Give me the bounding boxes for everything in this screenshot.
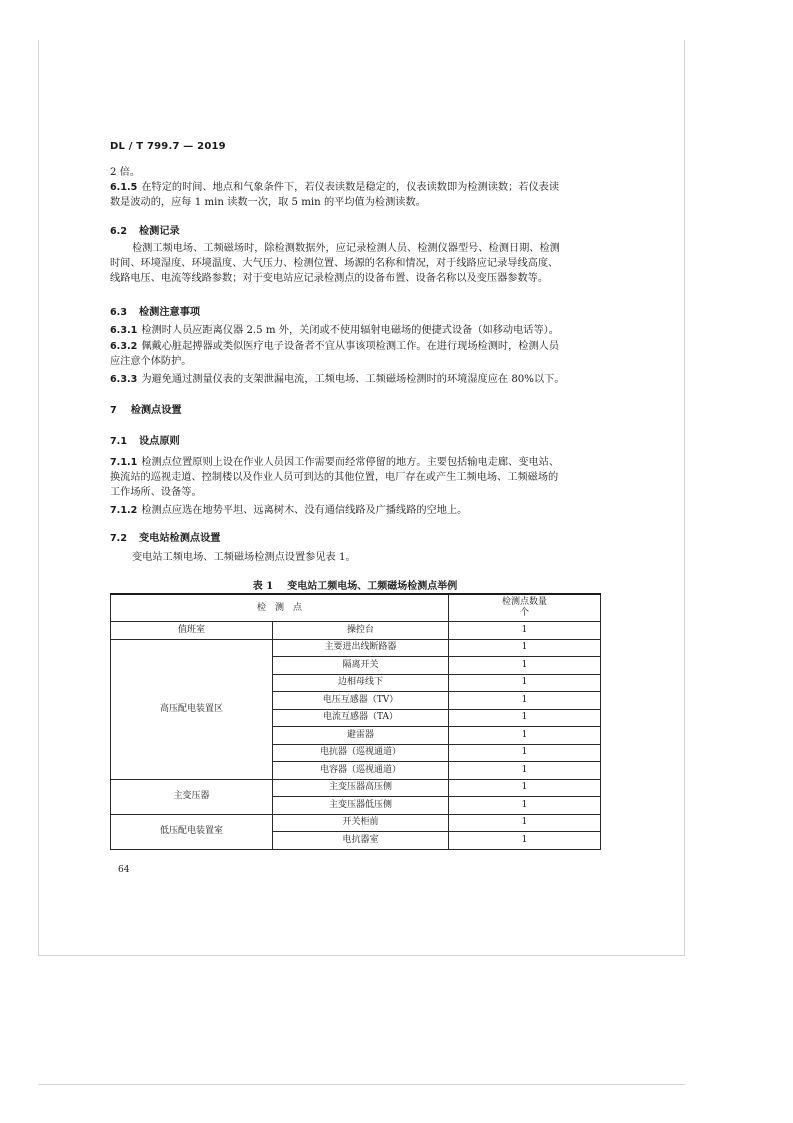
section-6-3-heading [110,303,200,318]
clause-number: 6.3.1 [110,325,138,336]
point-cell: 操控台 [273,622,449,640]
section-title: 检测注意事项 [139,306,201,318]
section-title: 检测记录 [139,225,180,237]
clause-number: 6.3.3 [110,374,138,385]
clause-text: 检测时人员应距离仪器 2.5 m 外，关闭或不使用辐射电磁场的便捷式设备（如移动电话等）。 [141,325,559,336]
count-cell: 1 [449,657,601,675]
page-frame-left [38,40,39,956]
point-cell: 电流互感器（TA） [273,709,449,727]
clause-7-1-1 [110,455,600,500]
body-line: 检测工频电场、工频磁场时，除检测数据外，应记录检测人员、检测仪器型号、检测日期、检测 [132,243,560,254]
section-7-heading [110,401,182,416]
clause-text: 检测点应选在地势平坦、远离树木、没有通信线路及广播线路的空地上。 [141,505,468,516]
clause-text: 为避免通过测量仪表的支架泄漏电流，工频电场、工频磁场检测时的环境湿度应在 80%以下。 [141,374,565,385]
section-number: 7 [110,405,117,416]
count-cell: 1 [449,832,601,850]
point-cell: 电抗器室 [273,832,449,850]
count-cell: 1 [449,639,601,657]
count-cell: 1 [449,744,601,762]
table-header-row [111,594,601,622]
detection-points-table [110,593,601,850]
continued-line: 2 倍。 [110,167,141,178]
section-7-2-body [110,550,600,565]
count-cell: 1 [449,709,601,727]
point-cell: 主变压器低压侧 [273,797,449,815]
area-cell: 低压配电装置室 [111,814,273,849]
clause-6-1-5 [110,180,600,210]
clause-text: 佩戴心脏起搏器或类似医疗电子设备者不宜从事该项检测工作。在进行现场检测时，检测人员 [141,341,560,352]
table-row [111,639,601,657]
table-number: 表 1 [252,581,274,592]
clause-text: 应注意个体防护。 [110,356,192,367]
section-number: 6.3 [110,307,127,318]
point-cell: 主变压器高压侧 [273,779,449,797]
body-line: 线路电压、电流等线路参数；对于变电站应记录检测点的设备布置、设备名称以及变压器参数等。 [110,273,549,284]
clause-number: 6.1.5 [110,182,138,193]
section-number: 6.2 [110,226,127,237]
clause-6-3-3 [110,372,600,387]
count-cell: 1 [449,814,601,832]
section-title: 设点原则 [139,435,180,447]
section-6-2-body [110,241,600,286]
table-row [111,622,601,640]
area-cell: 高压配电装置区 [111,639,273,779]
header-count [449,594,601,622]
area-cell: 主变压器 [111,779,273,814]
point-cell: 电抗器（巡视通道） [273,744,449,762]
page-number: 64 [118,865,130,875]
point-cell: 避雷器 [273,727,449,745]
clause-number: 7.1.1 [110,457,138,468]
clause-6-3-1 [110,323,600,338]
body-line: 变电站工频电场、工频磁场检测点设置参见表 1。 [132,552,356,563]
point-cell: 开关柜前 [273,814,449,832]
point-cell: 隔离开关 [273,657,449,675]
header-count-unit: 个 [520,608,530,618]
table-title: 变电站工频电场、工频磁场检测点举例 [287,581,458,592]
body-line: 时间、环境湿度、环境温度、大气压力、检测位置、场源的名称和情况，对于线路应记录导线高度、 [110,258,559,269]
table-caption [110,577,600,592]
header-detection-point: 检 测 点 [111,594,449,622]
point-cell: 电压互感器（TV） [273,692,449,710]
clause-number: 7.1.2 [110,505,138,516]
section-title: 检测点设置 [130,404,182,416]
count-cell: 1 [449,779,601,797]
clause-text: 数是波动的，应每 1 min 读数一次，取 5 min 的平均值为检测读数。 [110,197,426,208]
table-row [111,814,601,832]
section-7-1-heading [110,432,180,447]
section-6-2-heading [110,222,180,237]
area-cell: 值班室 [111,622,273,640]
section-7-2-heading [110,529,221,544]
next-page-divider [38,1084,685,1085]
point-cell: 边相母线下 [273,674,449,692]
count-cell: 1 [449,762,601,780]
count-cell: 1 [449,727,601,745]
standard-header: DL / T 799.7 — 2019 [110,141,226,152]
clause-text: 检测点位置原则上设在作业人员因工作需要而经常停留的地方。主要包括输电走廊、变电站、 [141,457,560,468]
section-number: 7.2 [110,533,127,544]
clause-7-1-2 [110,503,600,518]
section-title: 变电站检测点设置 [139,532,221,544]
clause-text: 在特定的时间、地点和气象条件下，若仪表读数是稳定的，仪表读数即为检测读数；若仪表读 [141,182,560,193]
count-cell: 1 [449,674,601,692]
count-cell: 1 [449,692,601,710]
page-frame-bottom [38,955,685,956]
table-row [111,779,601,797]
count-cell: 1 [449,622,601,640]
count-cell: 1 [449,797,601,815]
clause-text: 工作场所、设备等。 [110,487,202,498]
header-count-label: 检测点数量 [502,597,548,607]
clause-6-3-2 [110,339,600,369]
clause-number: 6.3.2 [110,341,138,352]
section-number: 7.1 [110,436,127,447]
page-frame-right [684,40,685,956]
point-cell: 主要进出线断路器 [273,639,449,657]
point-cell: 电容器（巡视通道） [273,762,449,780]
clause-text: 换流站的巡视走道、控制楼以及作业人员可到达的其他位置，电厂存在或产生工频电场、工频磁场的 [110,472,559,483]
